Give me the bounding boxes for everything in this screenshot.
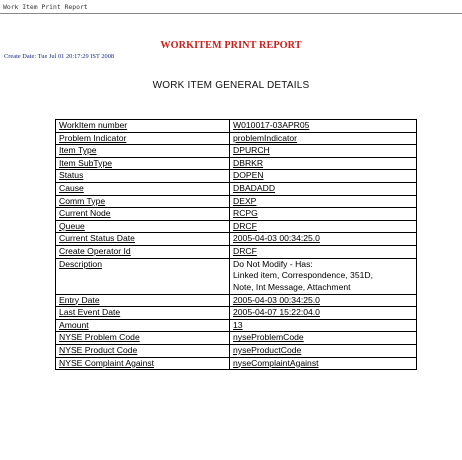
row-label: WorkItem number xyxy=(56,120,230,133)
table-row xyxy=(56,157,417,170)
row-label: Item Type xyxy=(56,145,230,158)
table-row xyxy=(56,220,417,233)
row-value: 2005-04-03 00:34:25.0 xyxy=(230,294,417,307)
row-label: Current Status Date xyxy=(56,233,230,246)
table-row xyxy=(56,233,417,246)
row-value: nyseProductCode xyxy=(230,344,417,357)
table-row xyxy=(56,170,417,183)
row-value: 2005-04-07 15:22:04.0 xyxy=(230,307,417,320)
table-row xyxy=(56,344,417,357)
table-row xyxy=(56,258,417,294)
row-value-multiline xyxy=(230,258,417,294)
row-label: Current Node xyxy=(56,208,230,221)
row-value: DBRKR xyxy=(230,157,417,170)
table-row xyxy=(56,195,417,208)
table-row xyxy=(56,120,417,133)
row-label: NYSE Product Code xyxy=(56,344,230,357)
row-value: W010017-03APR05 xyxy=(230,120,417,133)
section-title: WORK ITEM GENERAL DETAILS xyxy=(152,80,310,91)
table-row xyxy=(56,357,417,370)
row-value: DOPEN xyxy=(230,170,417,183)
table-row xyxy=(56,319,417,332)
row-label: Item SubType xyxy=(56,157,230,170)
row-value: 13 xyxy=(230,319,417,332)
row-label: Entry Date xyxy=(56,294,230,307)
row-value: DPURCH xyxy=(230,145,417,158)
general-details-table xyxy=(55,119,417,370)
row-label: Amount xyxy=(56,319,230,332)
page-header-text: Work Item Print Report xyxy=(3,3,88,11)
description-line: Note, Int Message, Attachment xyxy=(233,281,351,292)
description-line: Linked item, Correspondence, 351D, xyxy=(233,270,373,281)
row-label: Create Operator Id xyxy=(56,245,230,258)
table-row xyxy=(56,182,417,195)
table-row xyxy=(56,245,417,258)
row-value: problemIndicator xyxy=(230,132,417,145)
row-label: Problem Indicator xyxy=(56,132,230,145)
row-value: nyseComplaintAgainst xyxy=(230,357,417,370)
table-row xyxy=(56,145,417,158)
table-row xyxy=(56,132,417,145)
table-row xyxy=(56,294,417,307)
table-row xyxy=(56,332,417,345)
row-value: DRCF xyxy=(230,220,417,233)
row-value: nyseProblemCode xyxy=(230,332,417,345)
header-divider xyxy=(0,13,462,14)
page-header xyxy=(0,0,462,12)
row-value: 2005-04-03 00:34:25.0 xyxy=(230,233,417,246)
row-label: Description xyxy=(56,258,230,294)
create-date: Create Date: Tue Jul 01 20:17:29 IST 2008 xyxy=(4,53,115,60)
table-row xyxy=(56,208,417,221)
row-label: Comm Type xyxy=(56,195,230,208)
row-label: NYSE Problem Code xyxy=(56,332,230,345)
row-label: NYSE Complaint Against xyxy=(56,357,230,370)
row-label: Cause xyxy=(56,182,230,195)
description-line: Do Not Modify - Has: xyxy=(233,258,313,269)
row-value: DBADADD xyxy=(230,182,417,195)
table-row xyxy=(56,307,417,320)
report-title: WORKITEM PRINT REPORT xyxy=(160,40,302,51)
row-value: DRCF xyxy=(230,245,417,258)
row-value: RCPG xyxy=(230,208,417,221)
row-label: Queue xyxy=(56,220,230,233)
row-label: Status xyxy=(56,170,230,183)
row-value: DEXP xyxy=(230,195,417,208)
row-label: Last Event Date xyxy=(56,307,230,320)
